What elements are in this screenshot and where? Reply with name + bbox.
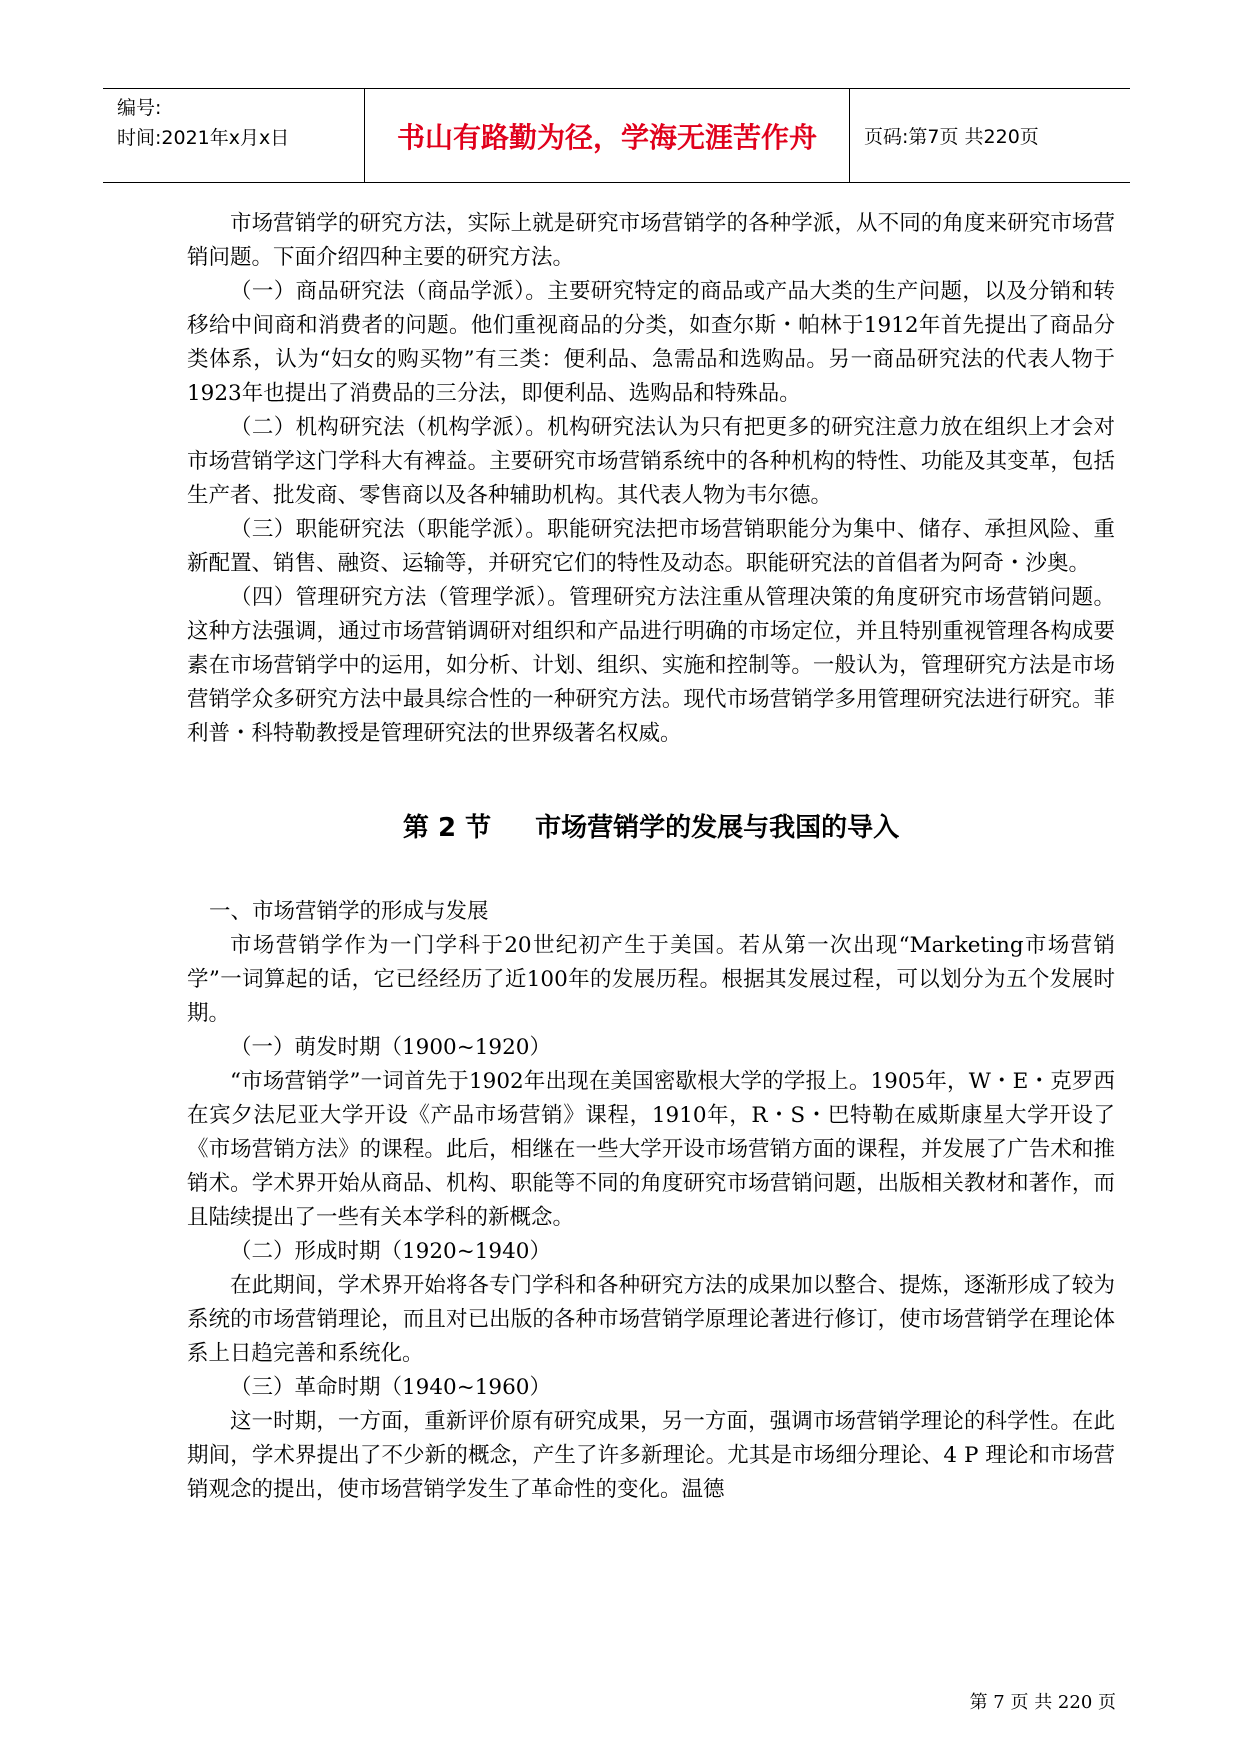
paragraph: 这一时期，一方面，重新评价原有研究成果，另一方面，强调市场营销学理论的科学性。在此期间，学术界提出了不少新的概念，产生了许多新理论。尤其是市场细分理论、4 P 理论和市场营销观念的提出，使市场营销学发生了革命性的变化。温德	[187, 1409, 1115, 1502]
paragraph: 在此期间，学术界开始将各专门学科和各种研究方法的成果加以整合、提炼，逐渐形成了较为系统的市场营销理论，而且对已出版的各种市场营销学原理论著进行修订，使市场营销学在理论体系上日趋完善和系统化。	[187, 1273, 1115, 1366]
section-title: 市场营销学的发展与我国的导入	[535, 813, 900, 843]
header-motto: 书山有路勤为径，学海无涯苦作舟	[396, 120, 817, 154]
header-motto-cell	[365, 89, 850, 182]
section-heading	[187, 811, 1115, 845]
paragraph: “市场营销学”一词首先于1902年出现在美国密歇根大学的学报上。1905年，W・E・克罗西在宾夕法尼亚大学开设《产品市场营销》课程，1910年，R・S・巴特勒在威斯康星大学开设了《市场营销方法》的课程。此后，相继在一些大学开设市场营销方面的课程，并发展了广告术和推销术。学术界开始从商品、机构、职能等不同的角度研究市场营销问题，出版相关教材和著作，而且陆续提出了一些有关本学科的新概念。	[187, 1069, 1115, 1230]
paragraph: （四）管理研究方法（管理学派）。管理研究方法注重从管理决策的角度研究市场营销问题。这种方法强调，通过市场营销调研对组织和产品进行明确的市场定位，并且特别重视管理各构成要素在市场营销学中的运用，如分析、计划、组织、实施和控制等。一般认为，管理研究方法是市场营销学众多研究方法中最具综合性的一种研究方法。现代市场营销学多用管理研究法进行研究。菲利普・科特勒教授是管理研究法的世界级著名权威。	[187, 585, 1115, 746]
header-page-label: 页码:第7页 共220页	[864, 126, 1039, 148]
document-time-label: 时间:2021年x月x日	[117, 127, 290, 149]
period-heading: （一）萌发时期（1900~1920）	[230, 1035, 551, 1060]
document-number-label: 编号:	[117, 97, 162, 119]
header-left-cell	[103, 89, 365, 182]
period-heading: （二）形成时期（1920~1940）	[230, 1239, 551, 1264]
page-footer: 第 7 页 共 220 页	[969, 1692, 1116, 1713]
paragraph: （二）机构研究法（机构学派）。机构研究法认为只有把更多的研究注意力放在组织上才会对市场营销学这门学科大有裨益。主要研究市场营销系统中的各种机构的特性、功能及其变革，包括生产者、批发商、零售商以及各种辅助机构。其代表人物为韦尔德。	[187, 415, 1115, 508]
subsection-heading: 一、市场营销学的形成与发展	[209, 899, 489, 924]
section-number: 第 2 节	[402, 813, 492, 843]
page-header	[103, 88, 1130, 183]
paragraph: 市场营销学作为一门学科于20世纪初产生于美国。若从第一次出现“Marketing市场营销学”一词算起的话，它已经经历了近100年的发展历程。根据其发展过程，可以划分为五个发展时期。	[187, 933, 1115, 1026]
paragraph: （三）职能研究法（职能学派）。职能研究法把市场营销职能分为集中、储存、承担风险、重新配置、销售、融资、运输等，并研究它们的特性及动态。职能研究法的首倡者为阿奇・沙奥。	[187, 517, 1115, 576]
header-page-cell	[850, 89, 1130, 182]
document-body	[187, 207, 1115, 1507]
paragraph: 市场营销学的研究方法，实际上就是研究市场营销学的各种学派，从不同的角度来研究市场营销问题。下面介绍四种主要的研究方法。	[187, 211, 1115, 270]
paragraph: （一）商品研究法（商品学派）。主要研究特定的商品或产品大类的生产问题，以及分销和转移给中间商和消费者的问题。他们重视商品的分类，如查尔斯・帕林于1912年首先提出了商品分类体系，认为“妇女的购买物”有三类：便利品、急需品和选购品。另一商品研究法的代表人物于1923年也提出了消费品的三分法，即便利品、选购品和特殊品。	[187, 279, 1115, 406]
period-heading: （三）革命时期（1940~1960）	[230, 1375, 551, 1400]
